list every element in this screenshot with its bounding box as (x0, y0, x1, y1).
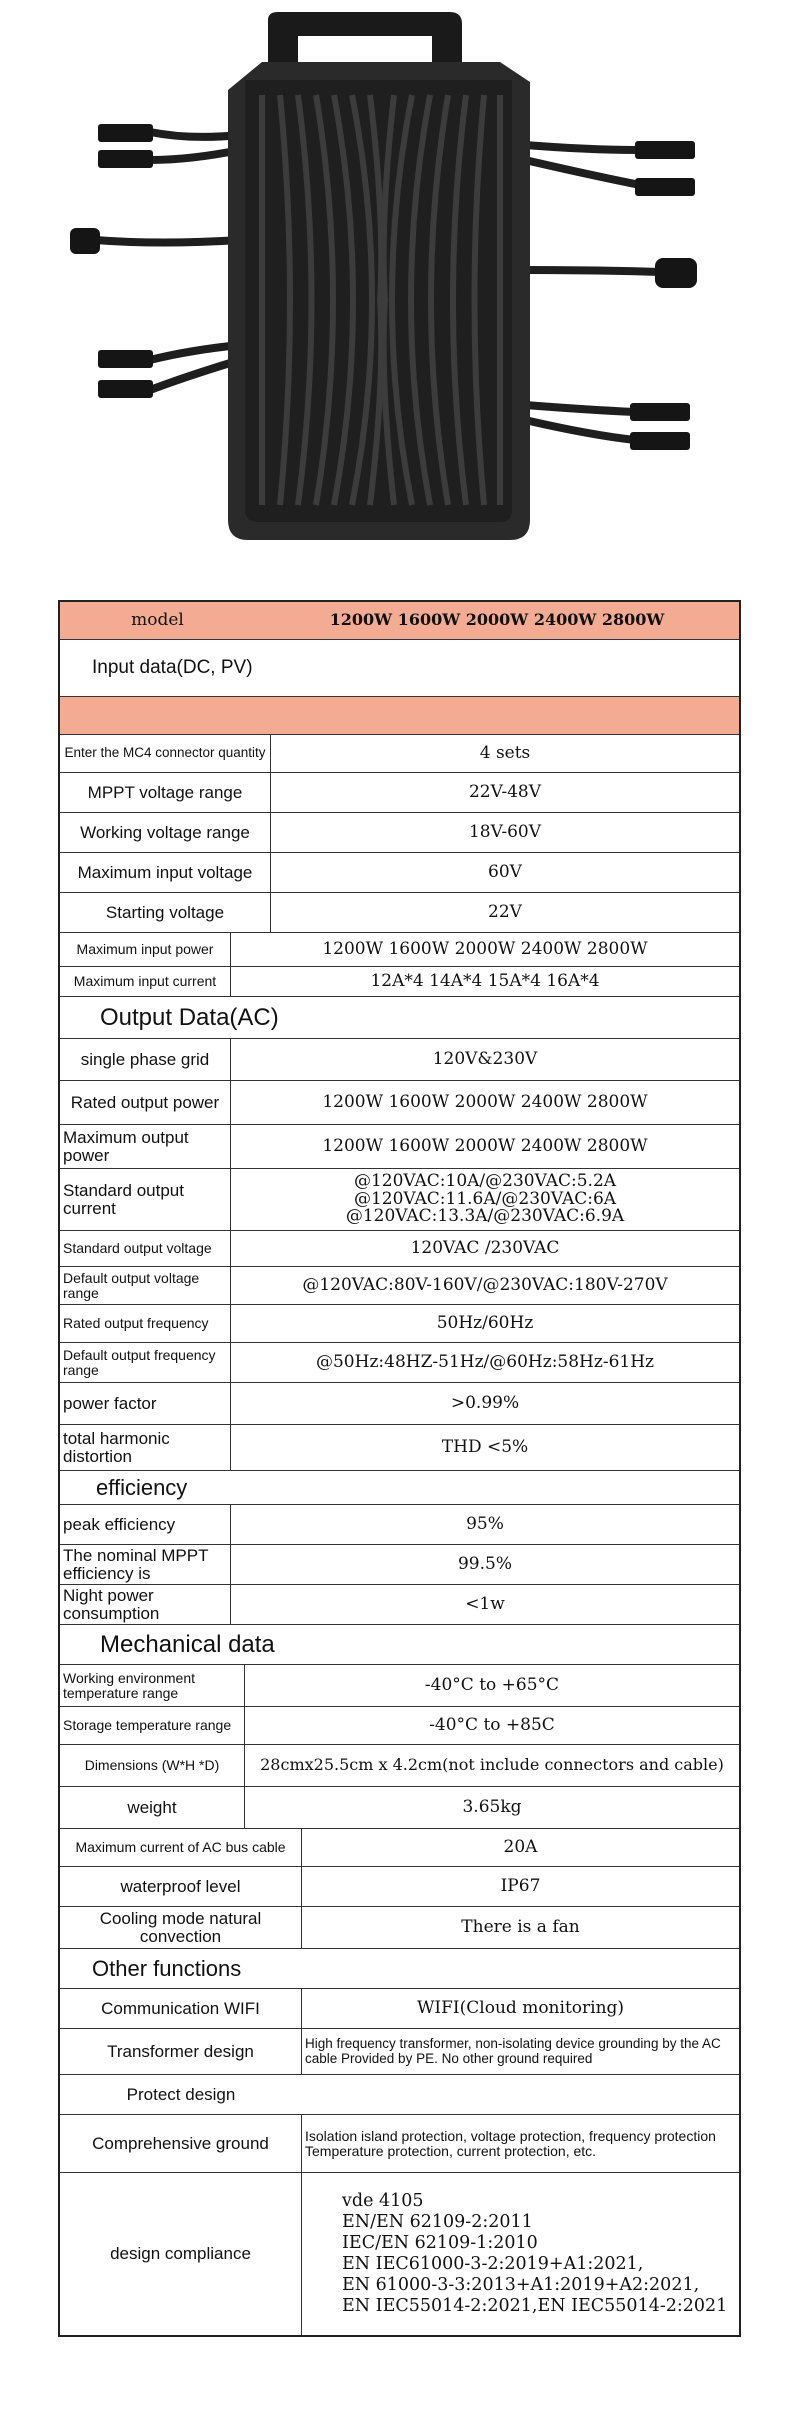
spec-value: @120VAC:80V-160V/@230VAC:180V-270V (302, 1274, 668, 1295)
spec-value: THD <5% (441, 1436, 529, 1457)
spec-row (60, 1125, 739, 1169)
spec-label: Rated output power (60, 1081, 231, 1124)
spec-row (60, 1707, 739, 1745)
spec-row (60, 1425, 739, 1471)
spec-row (60, 1787, 739, 1829)
spec-value: 1200W 1600W 2000W 2400W 2800W (322, 1091, 648, 1112)
spec-value: 4 sets (479, 742, 531, 763)
spec-value: 3.65kg (462, 1796, 522, 1817)
value-line: @120VAC:10A/@230VAC:5.2A (353, 1170, 617, 1191)
spec-row (60, 1545, 739, 1585)
spec-value: 18V-60V (468, 821, 541, 842)
spec-row (60, 1989, 739, 2029)
spec-value: 28cmx25.5cm x 4.2cm(not include connectors and cable) (260, 1755, 724, 1775)
compliance-item: EN/EN 62109-2:2011 (342, 2212, 533, 2232)
spec-label: Enter the MC4 connector quantity (60, 735, 271, 772)
spec-label: Starting voltage (60, 893, 271, 932)
spec-label: Maximum current of AC bus cable (60, 1829, 302, 1866)
spec-label: Maximum output power (60, 1125, 231, 1168)
spec-value: High frequency transformer, non-isolating device grounding by the AC cable Provided by PE. No other ground required (305, 2036, 721, 2066)
model-label: model (131, 609, 184, 630)
spec-row (60, 1231, 739, 1267)
spec-label: Communication WIFI (60, 1989, 302, 2028)
spec-row (60, 1585, 739, 1625)
spec-row (60, 1343, 739, 1383)
spec-row (60, 967, 739, 997)
product-image (0, 0, 790, 585)
output-section-title: Output Data(AC) (60, 997, 739, 1039)
spec-row (60, 893, 739, 933)
spec-value: -40°C to +85C (429, 1714, 555, 1735)
spec-row (60, 933, 739, 967)
value-line: @120VAC:13.3A/@230VAC:6.9A (345, 1206, 625, 1227)
spec-label: Night power consumption (60, 1585, 231, 1624)
spec-row (60, 853, 739, 893)
spec-label: Protect design (126, 2084, 236, 2104)
spec-row (60, 1907, 739, 1949)
compliance-item: EN IEC61000-3-2:2019+A1:2021, (342, 2254, 644, 2274)
spec-label: weight (60, 1787, 245, 1828)
spec-value: 22V (488, 901, 522, 922)
spec-label: peak efficiency (60, 1505, 231, 1544)
value-line: @120VAC:11.6A/@230VAC:6A (353, 1188, 617, 1209)
compliance-item: IEC/EN 62109-1:2010 (342, 2233, 538, 2253)
model-values: 1200W 1600W 2000W 2400W 2800W (329, 610, 665, 630)
spec-value: >0.99% (450, 1392, 520, 1413)
spec-value: 1200W 1600W 2000W 2400W 2800W (322, 938, 648, 959)
spec-value (231, 1169, 739, 1230)
spec-label: total harmonic distortion (60, 1425, 231, 1470)
spec-row (60, 2029, 739, 2075)
spec-value: Isolation island protection, voltage protection, frequency protection Temperature protection, current protection, etc. (305, 2127, 716, 2159)
spec-value: 12A*4 14A*4 15A*4 16A*4 (370, 970, 600, 991)
spec-row (60, 1665, 739, 1707)
spec-label: The nominal MPPT efficiency is (60, 1545, 231, 1584)
other-section-title: Other functions (60, 1949, 739, 1989)
spec-row (60, 1745, 739, 1787)
spec-label: Rated output frequency (60, 1305, 231, 1342)
spec-value: 95% (466, 1513, 504, 1534)
spec-row (60, 735, 739, 773)
spec-row (60, 1081, 739, 1125)
compliance-item: vde 4105 (342, 2191, 424, 2211)
spec-label: design compliance (60, 2173, 302, 2335)
compliance-item: EN IEC55014-2:2021,EN IEC55014-2:2021 (342, 2296, 728, 2316)
spec-value: 99.5% (457, 1553, 512, 1574)
spec-row (60, 1867, 739, 1907)
spec-row (60, 1169, 739, 1231)
spec-row (60, 813, 739, 853)
spec-label: Transformer design (60, 2029, 302, 2074)
compliance-item: EN 61000-3-3:2013+A1:2019+A2:2021, (342, 2275, 700, 2295)
spec-value: WIFI(Cloud monitoring) (416, 1997, 625, 2018)
spec-label: waterproof level (60, 1867, 302, 1906)
mechanical-section-title: Mechanical data (60, 1625, 739, 1665)
spec-label: Standard output current (60, 1169, 231, 1230)
spec-label: Dimensions (W*H *D) (60, 1745, 245, 1786)
spec-label: Maximum input current (60, 967, 231, 996)
spec-label: power factor (60, 1383, 231, 1424)
carry-handle (268, 12, 462, 66)
spec-label: Maximum input voltage (60, 853, 271, 892)
spec-row (60, 1305, 739, 1343)
spec-label: Cooling mode natural convection (60, 1907, 302, 1948)
spec-label: Working environment temperature range (60, 1665, 245, 1706)
spec-value: @50Hz:48HZ-51Hz/@60Hz:58Hz-61Hz (315, 1351, 654, 1372)
spec-row (60, 1505, 739, 1545)
compliance-row (60, 2173, 739, 2335)
spec-value: There is a fan (461, 1916, 580, 1937)
spec-value: <1w (465, 1593, 505, 1614)
spec-label: Maximum input power (60, 933, 231, 966)
mc4-connectors-right (630, 141, 697, 450)
spec-label: MPPT voltage range (60, 773, 271, 812)
spec-value: 22V-48V (468, 781, 541, 802)
spec-value (302, 2075, 739, 2114)
spec-value: 20A (503, 1836, 538, 1857)
spec-row (60, 1829, 739, 1867)
spec-label: single phase grid (60, 1039, 231, 1080)
model-row (60, 602, 739, 640)
spec-label: Working voltage range (60, 813, 271, 852)
input-section-band (60, 697, 739, 735)
mc4-connectors-left (70, 124, 153, 398)
specification-table (58, 600, 741, 2337)
spec-value: 120V&230V (432, 1048, 538, 1069)
compliance-list (302, 2173, 739, 2335)
spec-label: Storage temperature range (60, 1707, 245, 1744)
spec-row (60, 773, 739, 813)
spec-value: 50Hz/60Hz (436, 1312, 534, 1333)
spec-label: Default output frequency range (60, 1343, 231, 1382)
spec-row (60, 2075, 739, 2115)
spec-row (60, 1039, 739, 1081)
spec-row (60, 1267, 739, 1305)
spec-row (60, 2115, 739, 2173)
efficiency-section-title: efficiency (60, 1471, 739, 1505)
spec-value: 60V (488, 861, 522, 882)
spec-row (60, 1383, 739, 1425)
spec-value: 1200W 1600W 2000W 2400W 2800W (322, 1135, 648, 1156)
input-section-title: Input data(DC, PV) (60, 640, 739, 697)
spec-value: IP67 (500, 1875, 541, 1896)
spec-value: 120VAC /230VAC (410, 1237, 560, 1258)
spec-label: Comprehensive ground (60, 2115, 302, 2172)
spec-label: Default output voltage range (60, 1267, 231, 1304)
spec-label: Standard output voltage (60, 1231, 231, 1266)
spec-value: -40°C to +65°C (424, 1674, 560, 1695)
